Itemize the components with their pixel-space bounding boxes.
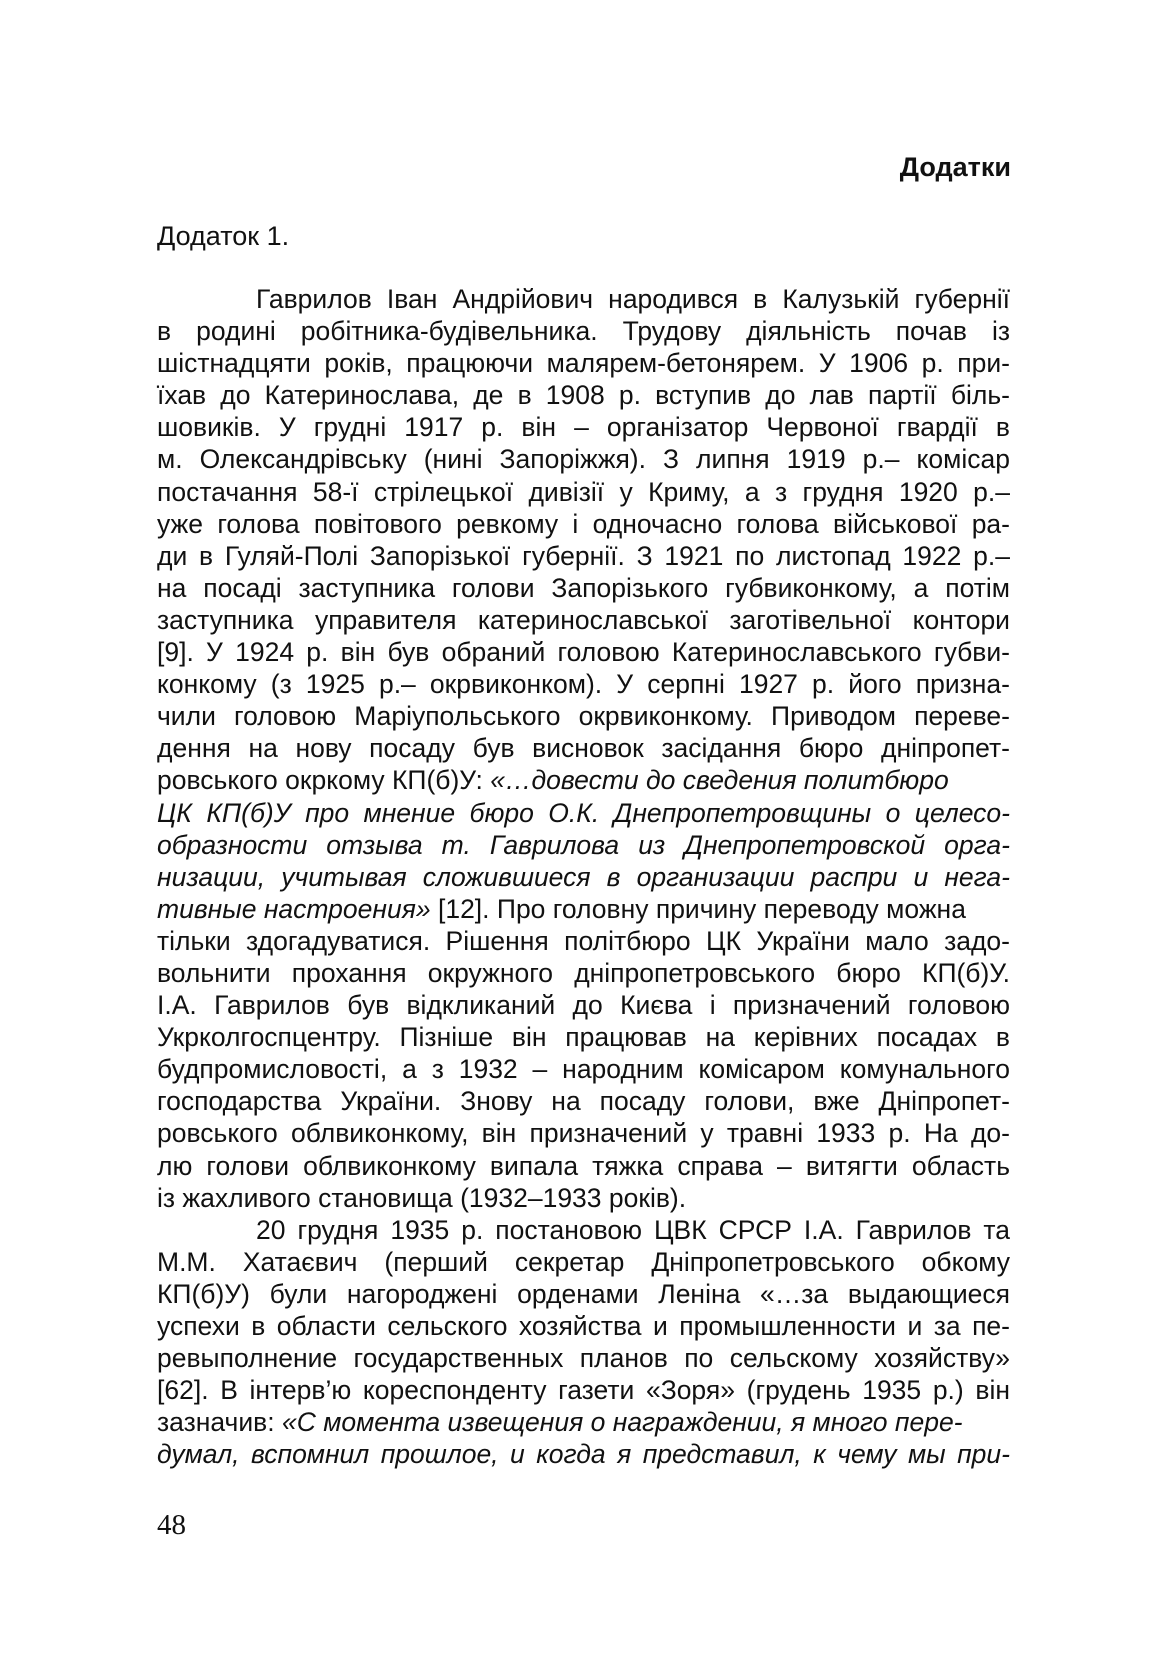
- text-line: Гаврилов Іван Андрійович народився в Калузькій губернії: [256, 284, 1010, 314]
- text-line: уже голова повітового ревкому і одночасно голова військової ра-: [157, 508, 1010, 539]
- text-run: зазначив:: [157, 1407, 282, 1438]
- quote-run: «С момента извещения о награждении, я много пере-: [281, 1407, 963, 1438]
- text-run: [12]. Про головну причину переводу можна: [430, 893, 966, 924]
- text-line: заступника управителя катеринославської заготівельної контори: [157, 604, 1010, 635]
- text-line: КП(б)У) були нагороджені орденами Леніна «…за выдающиеся: [157, 1278, 1010, 1309]
- text-line: І.А. Гаврилов був відкликаний до Києва і призначений головою: [157, 990, 1010, 1021]
- quote-run: «…довести до сведения политбюро: [490, 765, 949, 796]
- text-line: із жахливого становища (1932–1933 років).: [157, 1182, 687, 1213]
- text-line: м. Олександрівську (нині Запоріжжя). З липня 1919 р.– комісар: [157, 444, 1010, 475]
- text-line: Укрколгоспцентру. Пізніше він працював на керівних посадах в: [157, 1022, 1010, 1053]
- text-line: успехи в области сельского хозяйства и промышленности и за пе-: [157, 1311, 1010, 1341]
- text-line: [157, 1406, 1010, 1438]
- text-line: дення на нову посаду був висновок засідання бюро дніпропет-: [157, 733, 1010, 764]
- quote-run: тивные настроения»: [157, 893, 431, 924]
- text-line: вольнити прохання окружного дніпропетровського бюро КП(б)У.: [157, 957, 1010, 988]
- text-line: чили головою Маріупольського окрвиконкому. Приводом переве-: [157, 701, 1010, 732]
- text-line: 20 грудня 1935 р. постановою ЦВК СРСР І.А. Гаврилов та: [256, 1214, 1010, 1245]
- appendix-label: Додаток 1.: [157, 221, 290, 251]
- text-line: ровського облвиконкому, він призначений у травні 1933 р. На до-: [157, 1118, 1010, 1149]
- text-line: ди в Гуляй-Полі Запорізької губернії. З 1921 по листопад 1922 р.–: [157, 540, 1010, 571]
- text-run: ровського окркому КП(б)У:: [157, 765, 491, 796]
- text-line: господарства України. Знову на посаду голови, вже Дніпропет-: [157, 1086, 1010, 1117]
- text-line: шістнадцяти років, працюючи малярем-бетонярем. У 1906 р. при-: [157, 348, 1010, 379]
- text-line: [157, 893, 1010, 925]
- text-line: [9]. У 1924 р. він був обраний головою Катеринославського губви-: [157, 637, 1010, 668]
- text-line: тільки здогадуватися. Рішення політбюро ЦК України мало задо-: [157, 925, 1010, 956]
- quote-line: низации, учитывая сложившиеся в организации распри и нега-: [157, 861, 1010, 892]
- text-line: на посаді заступника голови Запорізького губвиконкому, а потім: [157, 572, 1010, 603]
- text-line: постачання 58-ї стрілецької дивізії у Криму, а з грудня 1920 р.–: [157, 476, 1010, 507]
- quote-line: думал, вспомнил прошлое, и когда я представил, к чему мы при-: [157, 1439, 1010, 1470]
- section-heading: Додатки: [899, 152, 1011, 182]
- quote-line: образности отзыва т. Гаврилова из Днепропетровской орга-: [157, 829, 1010, 860]
- text-line: конкому (з 1925 р.– окрвиконком). У серпні 1927 р. його призна-: [157, 669, 1010, 700]
- text-line: шовиків. У грудні 1917 р. він – організатор Червоної гвардії в: [157, 412, 1010, 443]
- text-line: в родині робітника-будівельника. Трудову діяльність почав із: [157, 316, 1010, 347]
- quote-line: ЦК КП(б)У про мнение бюро О.К. Днепропетровщины о целесо-: [157, 797, 1010, 828]
- text-line: будпромисловості, а з 1932 – народним комісаром комунального: [157, 1054, 1010, 1085]
- text-line: [62]. В інтерв’ю кореспонденту газети «Зоря» (грудень 1935 р.) він: [157, 1375, 1010, 1406]
- text-line: М.М. Хатаєвич (перший секретар Дніпропетровського обкому: [157, 1246, 1010, 1277]
- body-text: [157, 283, 1010, 1470]
- text-line: [157, 764, 1010, 796]
- text-line: лю голови облвиконкому випала тяжка справа – витягти область: [157, 1150, 1010, 1181]
- text-line: ревыполнение государственных планов по сельскому хозяйству»: [157, 1343, 1010, 1374]
- text-line: їхав до Катеринослава, де в 1908 р. вступив до лав партії біль-: [157, 380, 1010, 411]
- page-number: 48: [157, 1509, 186, 1541]
